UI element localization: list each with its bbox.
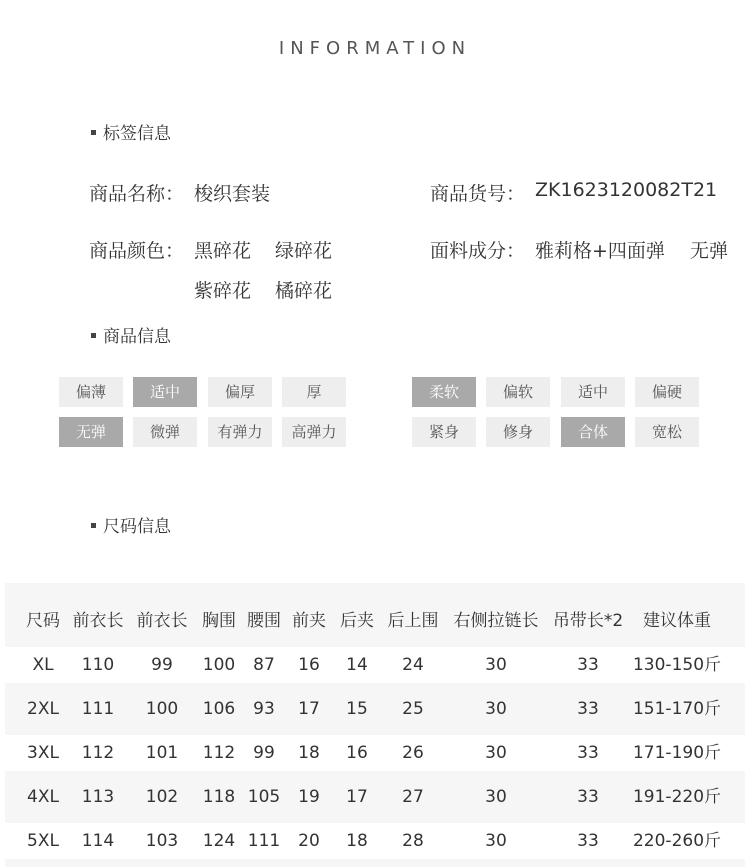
table-cell: 33	[577, 655, 599, 675]
table-cell: 99	[151, 655, 173, 675]
table-header-cell: 腰围	[247, 611, 281, 631]
table-cell: 111	[247, 831, 281, 851]
table-row	[5, 691, 745, 727]
product-name-value: 梭织套装	[194, 183, 271, 205]
table-cell: 103	[145, 831, 179, 851]
table-cell: XL	[32, 655, 54, 675]
attribute-tag: 紧身	[412, 417, 476, 447]
attribute-tag: 偏软	[486, 377, 550, 407]
section-title: 标签信息	[103, 124, 171, 144]
table-cell: 30	[485, 655, 507, 675]
table-cell: 5XL	[27, 831, 59, 851]
table-cell: 113	[81, 787, 115, 807]
table-cell: 4XL	[27, 787, 59, 807]
table-cell: 2XL	[27, 699, 59, 719]
table-cell: 33	[577, 743, 599, 763]
bullet-icon	[91, 130, 96, 135]
attribute-tag: 有弹力	[208, 417, 272, 447]
product-name-label: 商品名称：	[89, 183, 185, 205]
table-cell: 111	[81, 699, 115, 719]
table-cell: 30	[485, 787, 507, 807]
table-cell: 17	[346, 787, 368, 807]
table-cell: 24	[402, 655, 424, 675]
bullet-icon	[91, 523, 96, 528]
attribute-tag: 偏硬	[635, 377, 699, 407]
attribute-tag: 柔软	[412, 377, 476, 407]
table-cell: 220-260斤	[632, 831, 722, 851]
table-cell: 16	[298, 655, 320, 675]
table-header-cell: 吊带长*2	[552, 611, 624, 631]
color-value: 黑碎花	[194, 240, 252, 262]
table-header-cell: 胸围	[202, 611, 236, 631]
section-product-info	[91, 322, 171, 347]
table-cell: 18	[298, 743, 320, 763]
table-cell: 171-190斤	[632, 743, 722, 763]
table-header-row	[5, 603, 745, 639]
table-cell: 106	[202, 699, 236, 719]
table-header-cell: 尺码	[26, 611, 60, 631]
sku-label: 商品货号：	[430, 183, 526, 205]
attribute-tag: 偏厚	[208, 377, 272, 407]
table-cell: 99	[253, 743, 275, 763]
table-cell: 33	[577, 787, 599, 807]
attribute-tag: 适中	[561, 377, 625, 407]
attribute-tag: 修身	[486, 417, 550, 447]
fabric-value: 雅莉格+四面弹	[535, 240, 665, 262]
table-cell: 30	[485, 699, 507, 719]
table-cell: 114	[81, 831, 115, 851]
attribute-tag: 适中	[133, 377, 197, 407]
table-cell: 191-220斤	[632, 787, 722, 807]
table-header-cell: 前衣长	[136, 611, 188, 631]
size-table	[5, 583, 745, 867]
attribute-tag: 厚	[282, 377, 346, 407]
table-cell: 3XL	[27, 743, 59, 763]
table-cell: 110	[81, 655, 115, 675]
section-title: 尺码信息	[103, 517, 171, 537]
attribute-tag: 合体	[561, 417, 625, 447]
table-cell: 112	[81, 743, 115, 763]
attribute-tag: 偏薄	[59, 377, 123, 407]
section-label-info	[91, 119, 171, 144]
fabric-label: 面料成分：	[430, 240, 526, 262]
table-cell: 17	[298, 699, 320, 719]
table-cell: 30	[485, 743, 507, 763]
table-cell: 112	[202, 743, 236, 763]
section-title: 商品信息	[103, 327, 171, 347]
table-cell: 105	[247, 787, 281, 807]
table-cell: 33	[577, 831, 599, 851]
table-cell: 124	[202, 831, 236, 851]
table-cell: 102	[145, 787, 179, 807]
table-header-cell: 后夹	[340, 611, 374, 631]
attribute-tag: 无弹	[59, 417, 123, 447]
table-cell: 25	[402, 699, 424, 719]
table-row	[5, 647, 745, 683]
table-row	[5, 779, 745, 815]
table-cell: 101	[145, 743, 179, 763]
table-row	[5, 735, 745, 771]
table-cell: 118	[202, 787, 236, 807]
color-label: 商品颜色：	[89, 240, 185, 262]
sku-value: ZK1623120082T21	[535, 179, 718, 201]
table-cell: 16	[346, 743, 368, 763]
color-value: 橘碎花	[275, 280, 333, 302]
table-cell: 87	[253, 655, 275, 675]
table-header-cell: 前夹	[292, 611, 326, 631]
attribute-tag: 微弹	[133, 417, 197, 447]
fabric-stretch-value: 无弹	[690, 240, 729, 262]
table-cell: 93	[253, 699, 275, 719]
table-cell: 100	[202, 655, 236, 675]
table-row	[5, 823, 745, 859]
table-cell: 20	[298, 831, 320, 851]
color-value: 紫碎花	[194, 280, 252, 302]
table-cell: 151-170斤	[632, 699, 722, 719]
color-value: 绿碎花	[275, 240, 333, 262]
table-cell: 18	[346, 831, 368, 851]
table-cell: 27	[402, 787, 424, 807]
table-cell: 26	[402, 743, 424, 763]
page-title: INFORMATION	[278, 38, 472, 59]
table-header-cell: 右侧拉链长	[453, 611, 539, 631]
bullet-icon	[91, 333, 96, 338]
attribute-tag: 宽松	[635, 417, 699, 447]
table-cell: 33	[577, 699, 599, 719]
table-header-cell: 建议体重	[643, 611, 711, 631]
table-cell: 100	[145, 699, 179, 719]
table-header-cell: 前衣长	[72, 611, 124, 631]
table-cell: 28	[402, 831, 424, 851]
table-cell: 130-150斤	[632, 655, 722, 675]
section-size-info	[91, 512, 171, 537]
table-cell: 15	[346, 699, 368, 719]
table-header-cell: 后上围	[387, 611, 439, 631]
table-cell: 30	[485, 831, 507, 851]
attribute-tag: 高弹力	[282, 417, 346, 447]
table-cell: 14	[346, 655, 368, 675]
table-cell: 19	[298, 787, 320, 807]
